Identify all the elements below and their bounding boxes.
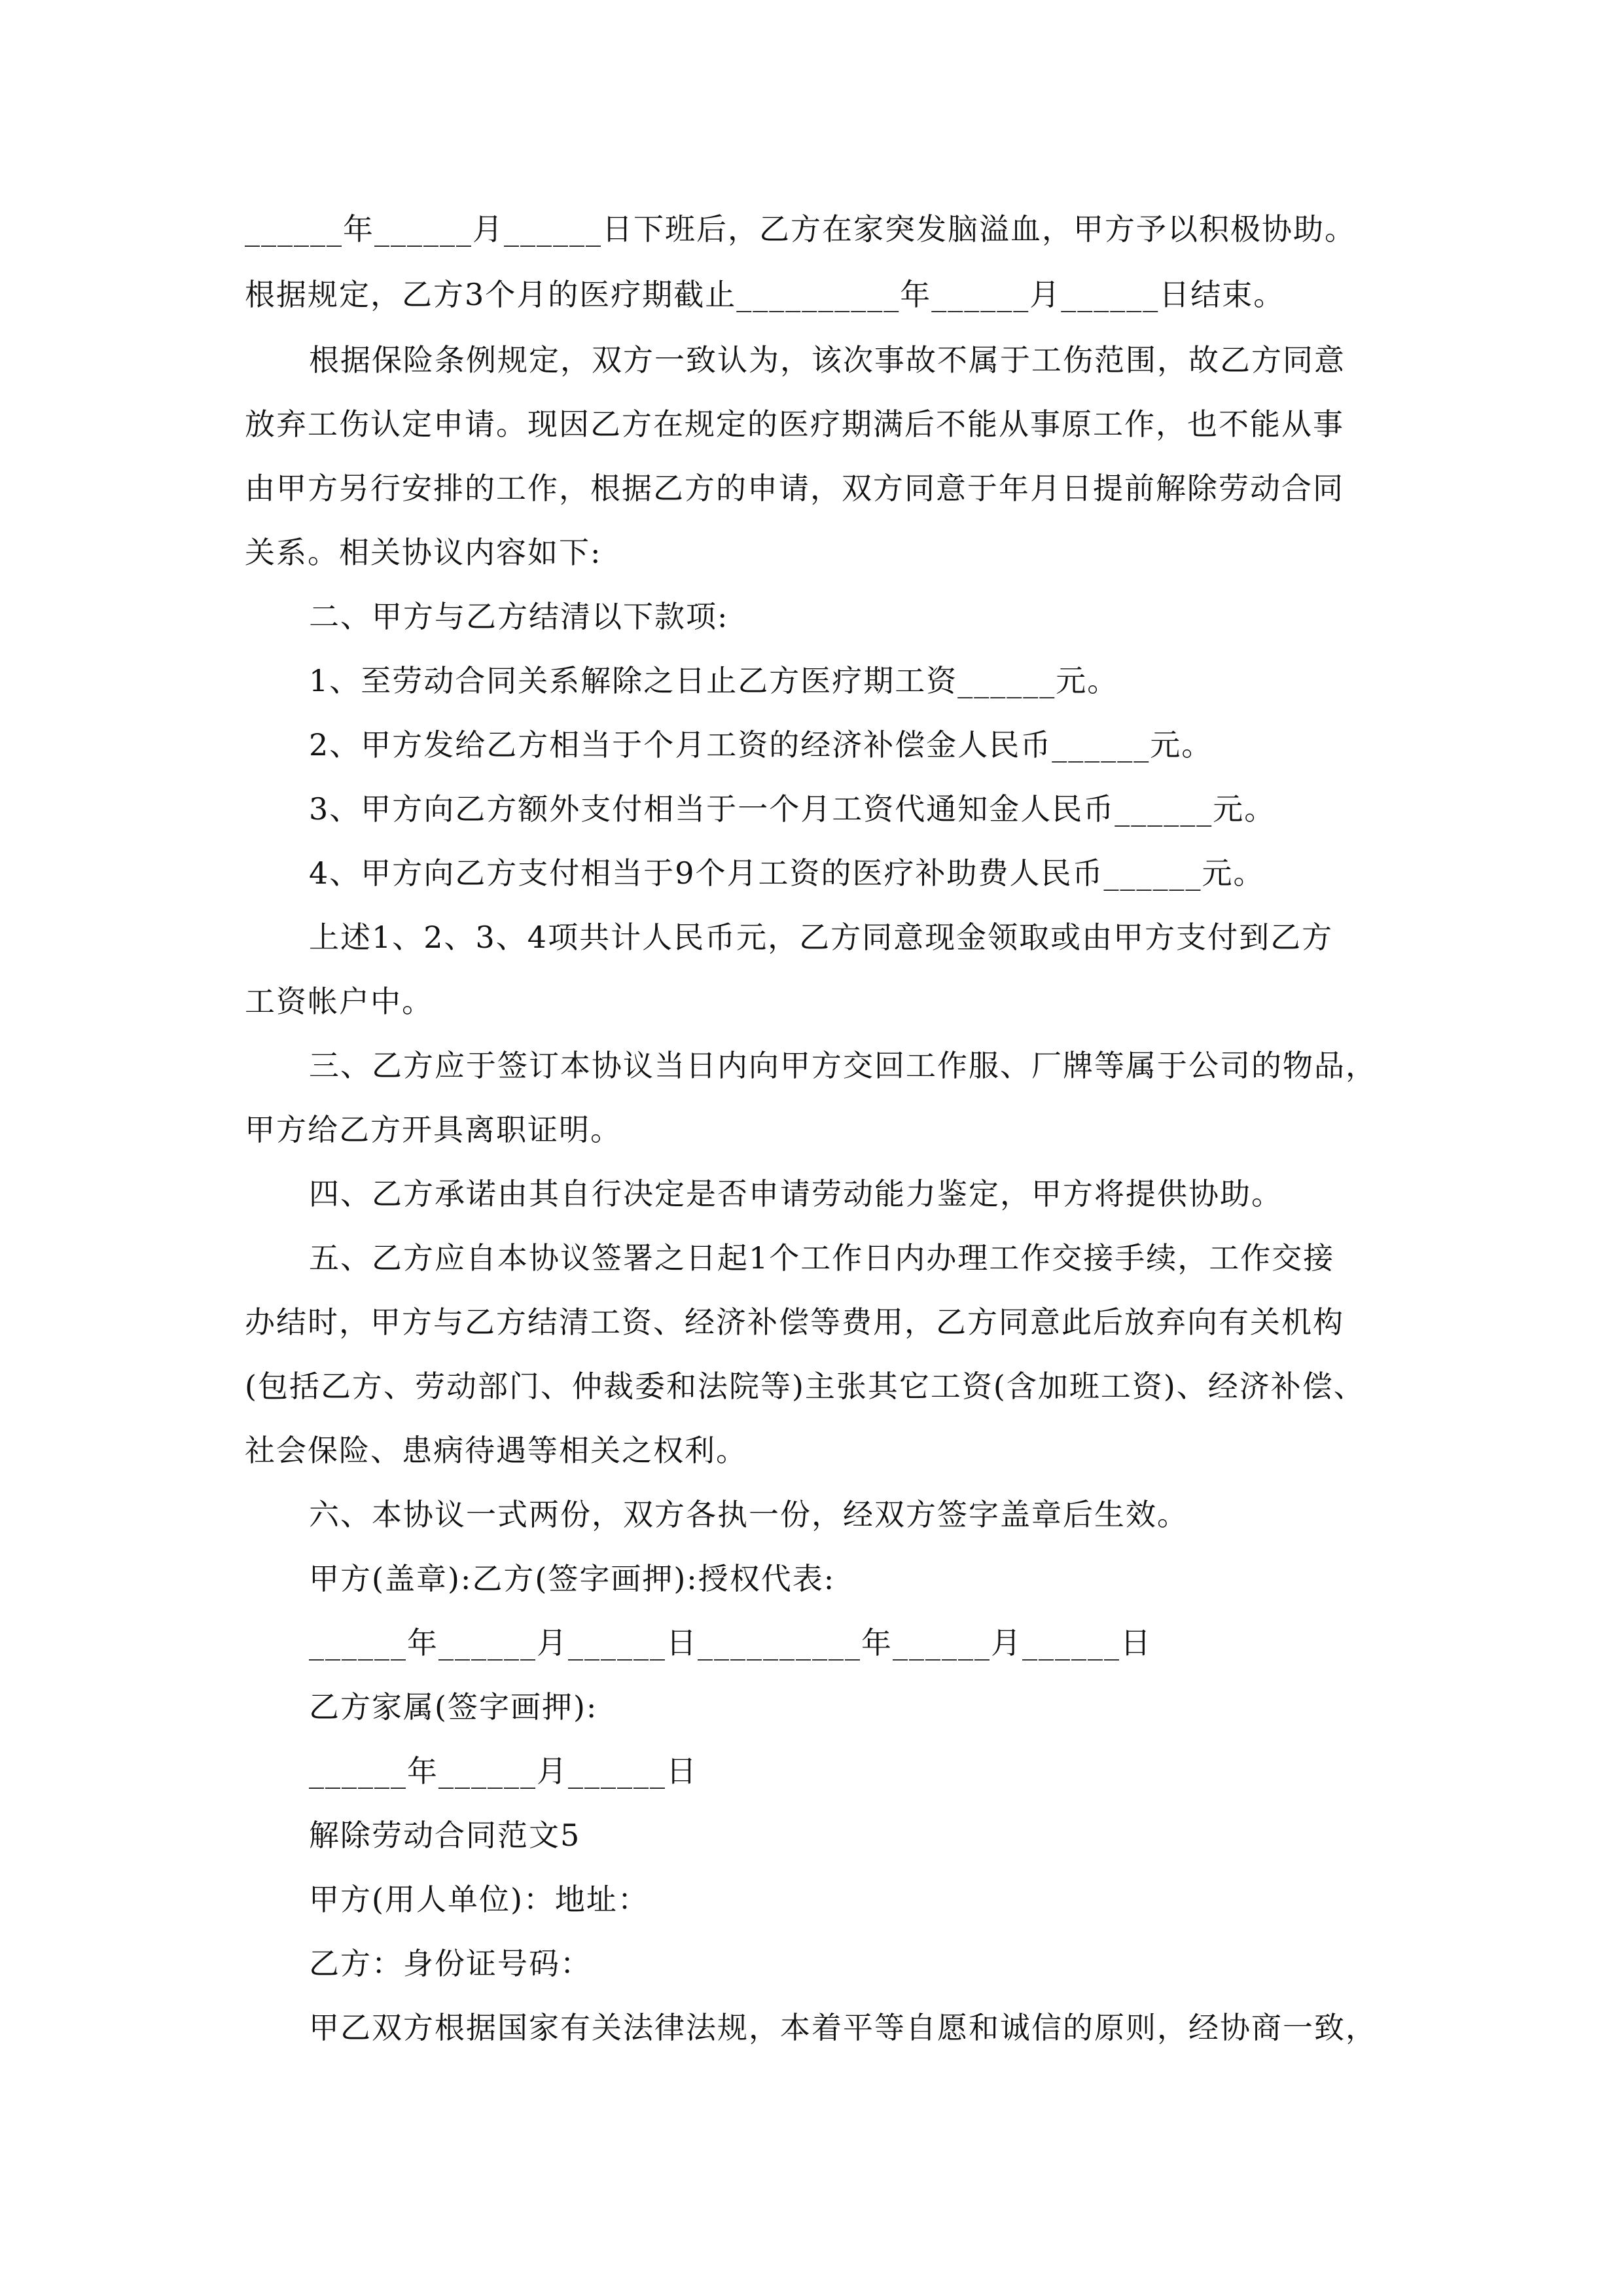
signature-line-family: 乙方家属(签字画押): bbox=[309, 1689, 598, 1725]
signature-date-line: ______年______月______日__________年______月______日 bbox=[309, 1625, 1152, 1660]
section-heading: 二、甲方与乙方结清以下款项: bbox=[309, 599, 729, 634]
sample-title: 解除劳动合同范文5 bbox=[309, 1818, 581, 1853]
party-b-line: 乙方：身份证号码： bbox=[309, 1946, 592, 1981]
text-line: 上述1、2、3、4项共计人民币元，乙方同意现金领取或由甲方支付到乙方 bbox=[309, 920, 1334, 955]
clause-four: 四、乙方承诺由其自行决定是否申请劳动能力鉴定，甲方将提供协助。 bbox=[309, 1176, 1283, 1211]
text-line: 社会保险、患病待遇等相关之权利。 bbox=[245, 1433, 747, 1468]
party-a-line: 甲方(用人单位)：地址： bbox=[309, 1882, 649, 1917]
payment-item-3: 3、甲方向乙方额外支付相当于一个月工资代通知金人民币______元。 bbox=[309, 791, 1276, 827]
clause-three: 三、乙方应于签订本协议当日内向甲方交回工作服、厂牌等属于公司的物品， bbox=[309, 1048, 1377, 1083]
clause-five: 五、乙方应自本协议签署之日起1个工作日内办理工作交接手续，工作交接 bbox=[309, 1240, 1335, 1276]
text-line: 工资帐户中。 bbox=[245, 984, 433, 1019]
text-line: 由甲方另行安排的工作，根据乙方的申请，双方同意于年月日提前解除劳动合同 bbox=[245, 471, 1344, 506]
text-line: 甲乙双方根据国家有关法律法规，本着平等自愿和诚信的原则，经协商一致， bbox=[309, 2010, 1377, 2045]
text-line: (包括乙方、劳动部门、仲裁委和法院等)主张其它工资(含加班工资)、经济补偿、 bbox=[245, 1369, 1365, 1404]
text-line: ______年______月______日下班后，乙方在家突发脑溢血，甲方予以积极协助。 bbox=[245, 211, 1356, 247]
payment-item-4: 4、甲方向乙方支付相当于9个月工资的医疗补助费人民币______元。 bbox=[309, 855, 1265, 891]
text-line: 放弃工伤认定申请。现因乙方在规定的医疗期满后不能从事原工作，也不能从事 bbox=[245, 406, 1344, 442]
payment-item-2: 2、甲方发给乙方相当于个月工资的经济补偿金人民币______元。 bbox=[309, 727, 1213, 762]
text-line: 根据保险条例规定，双方一致认为，该次事故不属于工伤范围，故乙方同意 bbox=[309, 342, 1346, 378]
text-line: 办结时，甲方与乙方结清工资、经济补偿等费用，乙方同意此后放弃向有关机构 bbox=[245, 1304, 1344, 1340]
signature-line-parties: 甲方(盖章):乙方(签字画押):授权代表: bbox=[309, 1561, 836, 1596]
payment-item-1: 1、至劳动合同关系解除之日止乙方医疗期工资______元。 bbox=[309, 663, 1119, 698]
signature-date-line: ______年______月______日 bbox=[309, 1753, 698, 1789]
text-line: 关系。相关协议内容如下: bbox=[245, 535, 602, 570]
text-line: 根据规定，乙方3个月的医疗期截止__________年______月______日结束。 bbox=[245, 277, 1285, 312]
clause-six: 六、本协议一式两份，双方各执一份，经双方签字盖章后生效。 bbox=[309, 1497, 1188, 1532]
text-line: 甲方给乙方开具离职证明。 bbox=[245, 1112, 622, 1147]
